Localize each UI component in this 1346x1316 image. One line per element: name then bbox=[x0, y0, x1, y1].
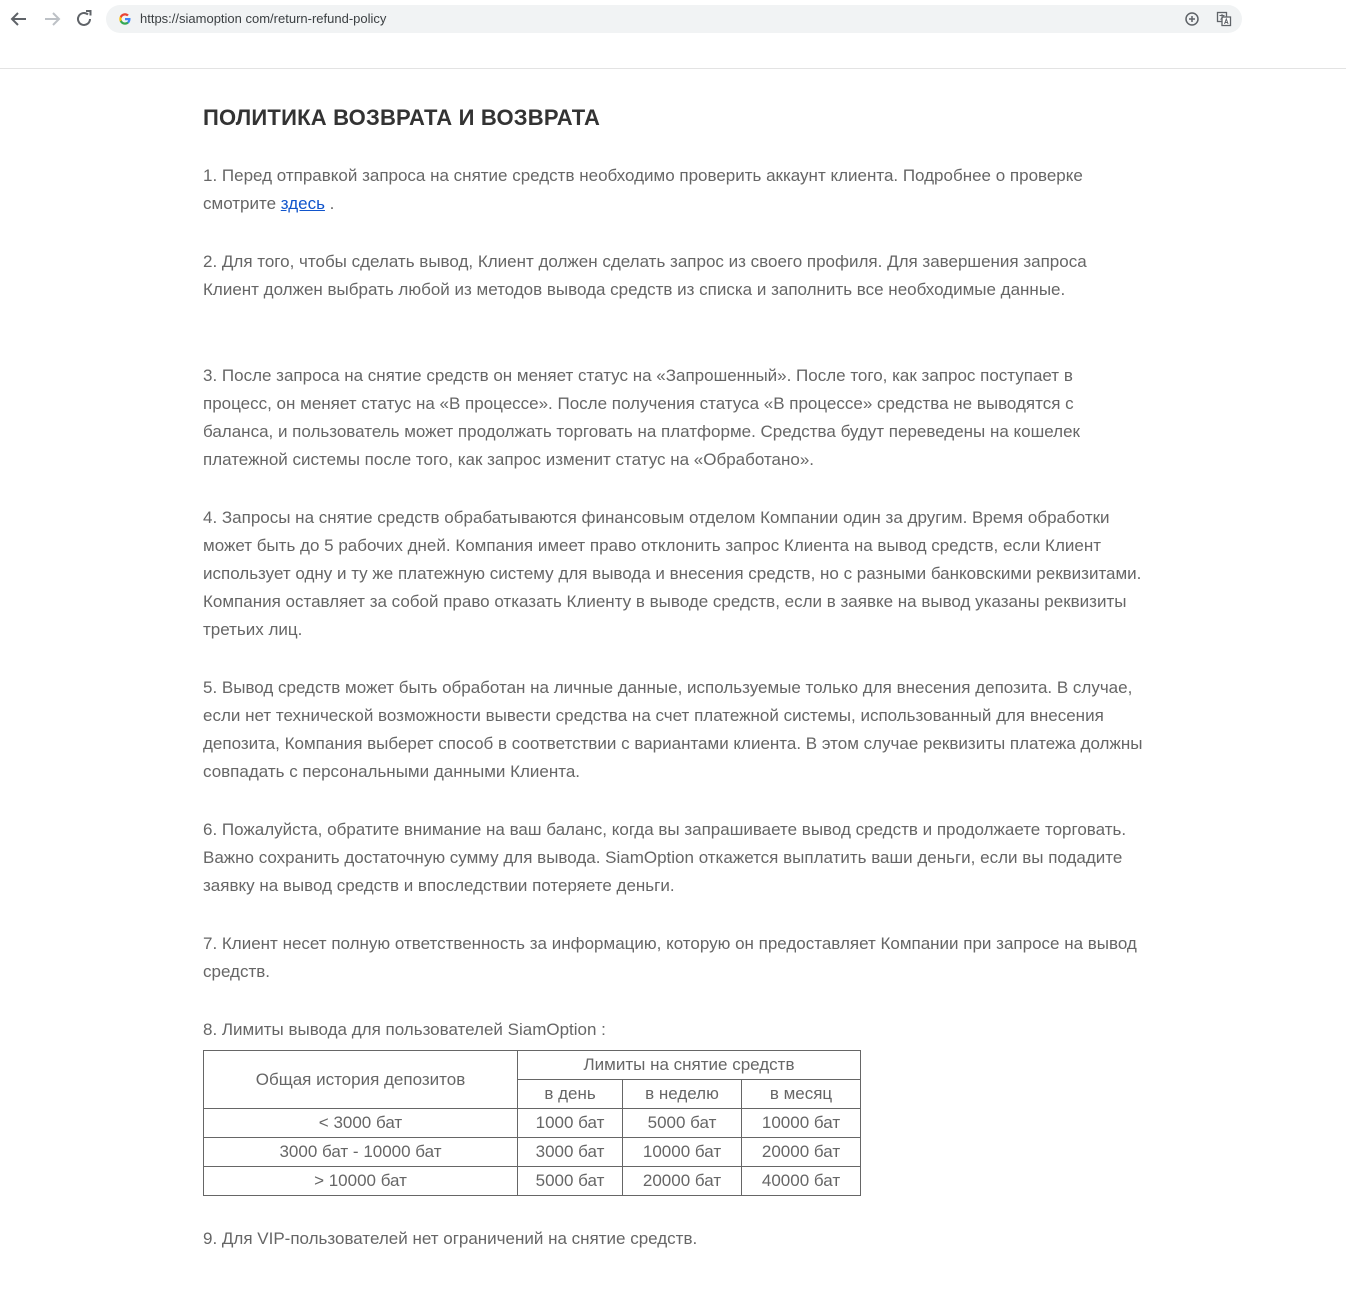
address-bar[interactable] bbox=[106, 5, 1242, 33]
arrow-left-icon[interactable] bbox=[8, 8, 30, 30]
table-cell: 5000 бат bbox=[518, 1167, 623, 1196]
paragraph-5: 5. Вывод средств может быть обработан на личные данные, используемые только для внесения депозита. В случае, если нет технической возможности вывести средства на счет платежной системы, использованный для внесения депозита, Компания выберет способ в соответствии с вариантами клиента. В этом случае реквизиты платежа должны совпадать с персональными данными Клиента. bbox=[203, 678, 1143, 781]
paragraph-6: 6. Пожалуйста, обратите внимание на ваш баланс, когда вы запрашиваете вывод средств и продолжаете торговать. Важно сохранить достаточную сумму для вывода. SiamOption откажется выплатить ваши деньги, если вы подадите заявку на вывод средств и впоследствии потеряете деньги. bbox=[203, 820, 1127, 895]
table-row bbox=[204, 1109, 861, 1138]
table-row bbox=[204, 1138, 861, 1167]
paragraph-1-end: . bbox=[324, 194, 335, 213]
paragraph-1 bbox=[203, 162, 1143, 218]
policy-content bbox=[203, 98, 1143, 1248]
paragraph-7: 7. Клиент несет полную ответственность за информацию, которую он предоставляет Компании при запросе на вывод средств. bbox=[203, 934, 1137, 981]
table-cell: 3000 бат bbox=[518, 1138, 623, 1167]
table-header-row bbox=[204, 1051, 861, 1080]
limits-group-header: Лимиты на снятие средств bbox=[518, 1051, 861, 1080]
table-cell: 40000 бат bbox=[742, 1167, 861, 1196]
url-text[interactable]: https://siamoption com/return-refund-policy bbox=[140, 11, 387, 26]
zoom-icon[interactable] bbox=[1184, 11, 1200, 27]
table-cell: 3000 бат - 10000 бат bbox=[204, 1138, 518, 1167]
google-icon bbox=[118, 12, 132, 26]
paragraph-8: 8. Лимиты вывода для пользователей SiamOption : bbox=[203, 1020, 606, 1039]
table-cell: 20000 бат bbox=[623, 1167, 742, 1196]
browser-toolbar bbox=[0, 0, 1346, 69]
paragraph-9: 9. Для VIP-пользователей нет ограничений на снятие средств. bbox=[203, 1229, 698, 1248]
table-cell: > 10000 бат bbox=[204, 1167, 518, 1196]
table-cell: 10000 бат bbox=[623, 1138, 742, 1167]
deposit-history-header: Общая история депозитов bbox=[204, 1051, 518, 1109]
paragraph-3: 3. После запроса на снятие средств он меняет статус на «Запрошенный». После того, как запрос поступает в процесс, он меняет статус на «В процессе». После получения статуса «В процессе» средства не выводятся с баланса, и пользователь может продолжать торговать на платформе. Средства будут переведены на кошелек платежной системы после того, как запрос изменит статус на «Обработано». bbox=[203, 366, 1080, 469]
arrow-right-icon[interactable] bbox=[41, 8, 63, 30]
reload-icon[interactable] bbox=[73, 8, 95, 30]
table-cell: 1000 бат bbox=[518, 1109, 623, 1138]
per-week-header: в неделю bbox=[623, 1080, 742, 1109]
paragraph-4: 4. Запросы на снятие средств обрабатываются финансовым отделом Компании один за другим. Время обработки может быть до 5 рабочих дней. Компания имеет право отклонить запрос Клиента на вывод средств, если Клиент использует одну и ту же платежную систему для вывода и внесения средств, но с разными банковскими реквизитами. Компания оставляет за собой право отказать Клиенту в выводе средств, если в заявке на вывод указаны реквизиты третьих лиц. bbox=[203, 508, 1142, 639]
table-cell: 5000 бат bbox=[623, 1109, 742, 1138]
paragraph-1-text: 1. Перед отправкой запроса на снятие средств необходимо проверить аккаунт клиента. Подробнее о проверке смотрите bbox=[203, 166, 1083, 213]
table-cell: < 3000 бат bbox=[204, 1109, 518, 1138]
table-cell: 20000 бат bbox=[742, 1138, 861, 1167]
table-cell: 10000 бат bbox=[742, 1109, 861, 1138]
per-day-header: в день bbox=[518, 1080, 623, 1109]
table-row bbox=[204, 1167, 861, 1196]
verification-link[interactable]: здесь bbox=[280, 194, 325, 213]
paragraph-2: 2. Для того, чтобы сделать вывод, Клиент должен сделать запрос из своего профиля. Для завершения запроса Клиент должен выбрать любой из методов вывода средств из списка и заполнить все необходимые данные. bbox=[203, 252, 1087, 299]
translate-icon[interactable] bbox=[1216, 11, 1232, 27]
page-title: ПОЛИТИКА ВОЗВРАТА И ВОЗВРАТА bbox=[203, 105, 601, 130]
withdrawal-limits-table bbox=[203, 1050, 861, 1196]
per-month-header: в месяц bbox=[742, 1080, 861, 1109]
